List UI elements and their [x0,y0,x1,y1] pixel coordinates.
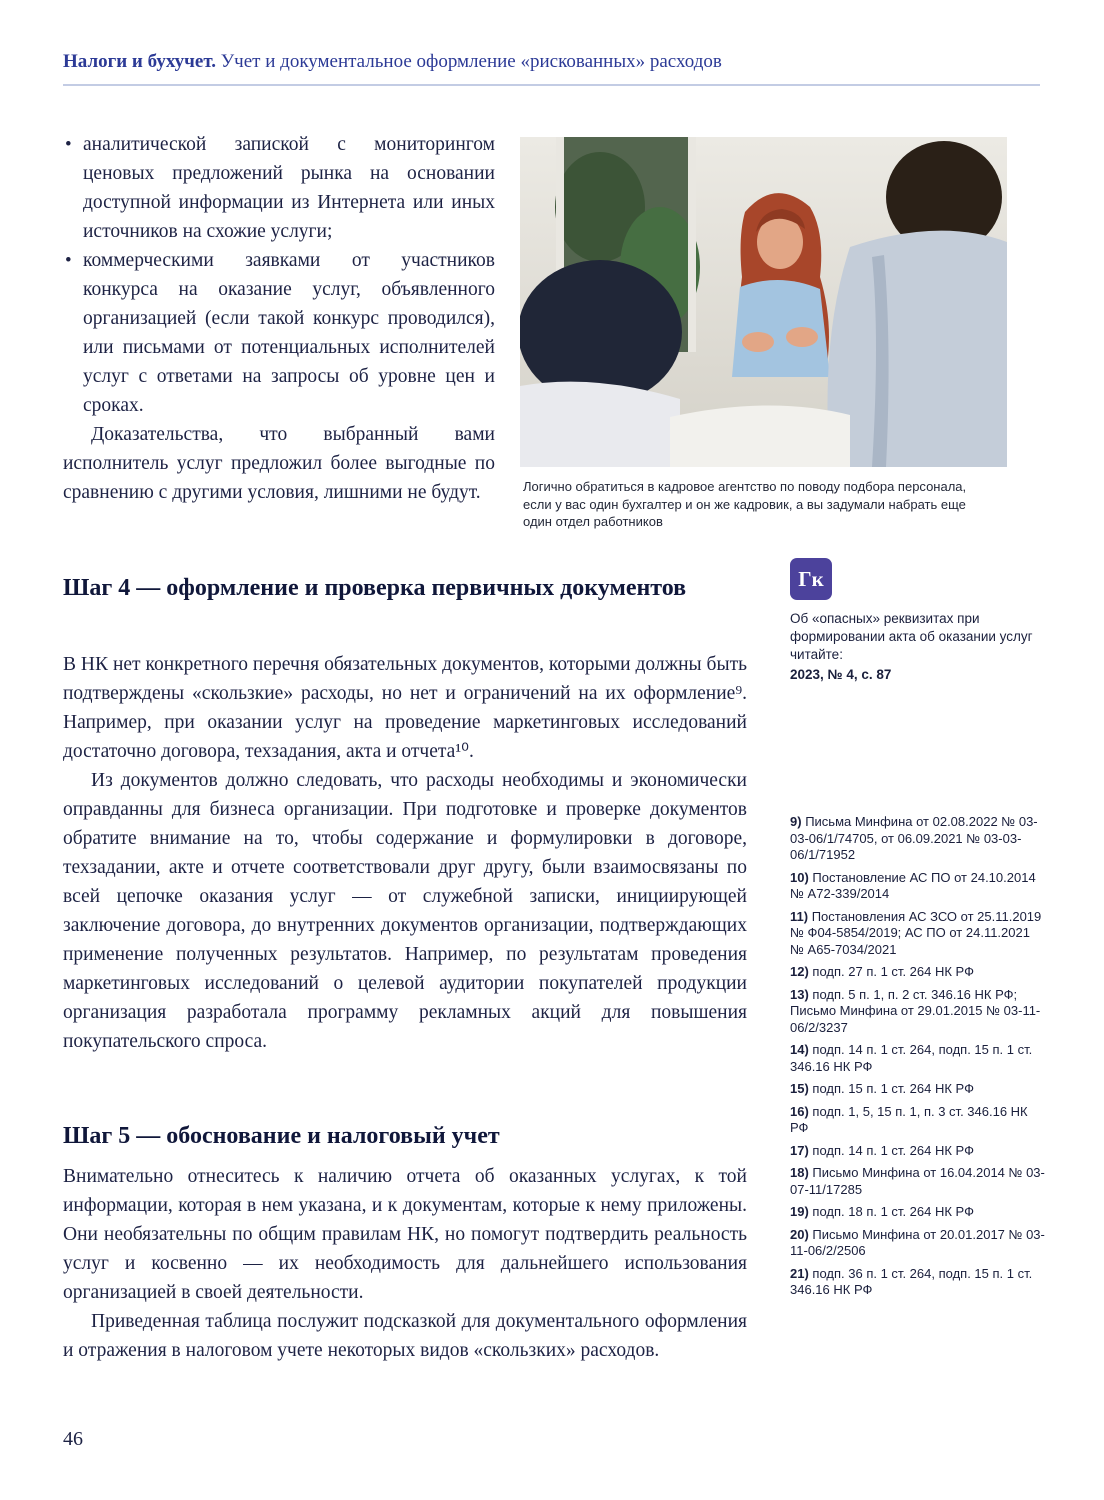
footnote-number: 11) [790,908,809,924]
footnote-text: подп. 36 п. 1 ст. 264, подп. 15 п. 1 ст. 346.16 НК РФ [790,1265,1033,1297]
footnote [790,870,1046,903]
footnote [790,1104,1046,1137]
footnote-number: 18) [790,1165,809,1180]
footnote [790,1143,1046,1160]
footnote [790,1042,1046,1075]
footnote-text: Письмо Минфина от 20.01.2017 № 03-11-06/2/2506 [790,1226,1045,1258]
footnote-text: подп. 18 п. 1 ст. 264 НК РФ [812,1204,974,1219]
step4-body [63,650,747,1056]
step5-paragraph-2: Приведенная таблица послужит подсказкой для документального оформления и отражения в налоговом учете некоторых видов «скользких» расходов. [63,1311,747,1361]
article-title: Учет и документальное оформление «рискованных» расходов [215,51,722,72]
step5-paragraph-1: Внимательно отнеситесь к наличию отчета об оказанных услугах, к той информации, которая в нем указана, и к документам, которые к нему приложены. Они необязательны по общим правилам НК, но помогут подтвердить реальность услуг и косвенно — их необходимость для дальнейшего использования организацией в своей деятельности. [63,1166,747,1303]
footnote-number: 9) [790,814,802,829]
footnote-number: 12) [790,964,809,979]
evidence-bullet-list [63,130,495,420]
footnote [790,964,1046,981]
footnote-number: 10) [790,869,809,885]
footnote-number: 19) [790,1204,809,1219]
header-divider [63,84,1040,86]
footnote [790,1227,1046,1260]
footnote-text: Письмо Минфина от 16.04.2014 № 03-07-11/17285 [790,1165,1045,1197]
step5-body [63,1162,747,1365]
footnote [790,987,1046,1037]
sidebar-note-ref: 2023, № 4, с. 87 [790,667,892,682]
footnote [790,1081,1046,1098]
footnote-number: 13) [790,986,809,1002]
bullet-item: • аналитической запиской с мониторингом ценовых предложений рынка на основании доступной информации из Интернета или иных источников на схожие услуги; [63,130,495,246]
sidebar-note-text: Об «опасных» реквизитах при формировании акта об оказании услуг читайте: [790,611,1033,662]
intro-paragraph: Доказательства, что выбранный вами исполнитель услуг предложил более выгодные по сравнению с другими условия, лишними не будут. [63,424,495,503]
footnote-text: подп. 14 п. 1 ст. 264, подп. 15 п. 1 ст. 346.16 НК РФ [790,1042,1033,1074]
footnote-text: Письма Минфина от 02.08.2022 № 03-03-06/1/74705, от 06.09.2021 № 03-03-06/1/71952 [790,814,1038,862]
footnote-text: Постановления АС ЗСО от 25.11.2019 № Ф04-5854/2019; АС ПО от 24.11.2021 № А65-7034/2021 [790,908,1042,957]
footnote [790,1165,1046,1198]
step4-paragraph-2: Из документов должно следовать, что расходы необходимы и экономически оправданны для бизнеса организации. При подготовке и проверке документов обратите внимание на то, чтобы содержание и формулировки в договоре, техзадании, акте и отчете соответствовали друг другу, были взаимосвязаны по всей цепочке оказания услуг — от служебной записки, инициирующей заключение договора, до внутренних документов организации, подтверждающих применение полученных результатов. Например, по результатам проведения маркетинговых исследований о целевой аудитории покупателей продукции организация разработала программу рекламных акций для повышения покупательского спроса. [63,770,747,1052]
footnote-number: 14) [790,1042,809,1057]
page-number: 46 [63,1428,83,1450]
bullet-item: • коммерческими заявками от участников конкурса на оказание услуг, объявленного организацией (если такой конкурс проводился), или письмами от потенциальных исполнителей услуг с ответами на запросы об уровне цен и сроках. [63,246,495,420]
footnote [790,814,1046,864]
footnote-text: подп. 14 п. 1 ст. 264 НК РФ [812,1142,974,1158]
step5-heading: Шаг 5 — обоснование и налоговый учет [63,1123,500,1149]
intro-column [63,130,495,507]
step4-paragraph-1: В НК нет конкретного перечня обязательных документов, которыми должны быть подтверждены «скользкие» расходы, но нет и ограничений на их оформление⁹. Например, при оказании услуг на проведение маркетинговых исследований достаточно договора, техзадания, акта и отчета¹⁰. [63,654,747,762]
footnote-text: Постановление АС ПО от 24.10.2014 № А72-339/2014 [790,869,1036,901]
footnote-number: 16) [790,1103,809,1119]
footnote [790,909,1046,959]
footnote-text: подп. 15 п. 1 ст. 264 НК РФ [812,1081,974,1096]
footnotes-column [790,814,1046,1305]
footnote-number: 21) [790,1265,809,1281]
footnote-number: 20) [790,1226,809,1242]
running-head [63,50,1043,74]
footnote-text: подп. 1, 5, 15 п. 1, п. 3 ст. 346.16 НК РФ [790,1103,1028,1135]
footnote-number: 15) [790,1081,809,1096]
office-meeting-photo [520,137,1007,467]
photo-caption: Логично обратиться в кадровое агентство по поводу подбора персонала, если у вас один бухгалтер и он же кадровик, а вы задумали набрать еще один отдел работников [523,479,967,529]
footnote-number: 17) [790,1142,809,1158]
footnote [790,1266,1046,1299]
sidebar-cross-reference [790,610,1042,684]
office-meeting-illustration [520,137,1007,467]
footnote-text: подп. 5 п. 1, п. 2 ст. 346.16 НК РФ; Письмо Минфина от 29.01.2015 № 03-11-06/2/3237 [790,986,1041,1035]
gk-magazine-logo-icon: Гк [790,558,832,600]
section-name: Налоги и бухучет. [63,51,216,72]
footnote-text: подп. 27 п. 1 ст. 264 НК РФ [812,964,974,979]
step4-heading: Шаг 4 — оформление и проверка первичных документов [63,575,687,601]
footnote [790,1204,1046,1221]
